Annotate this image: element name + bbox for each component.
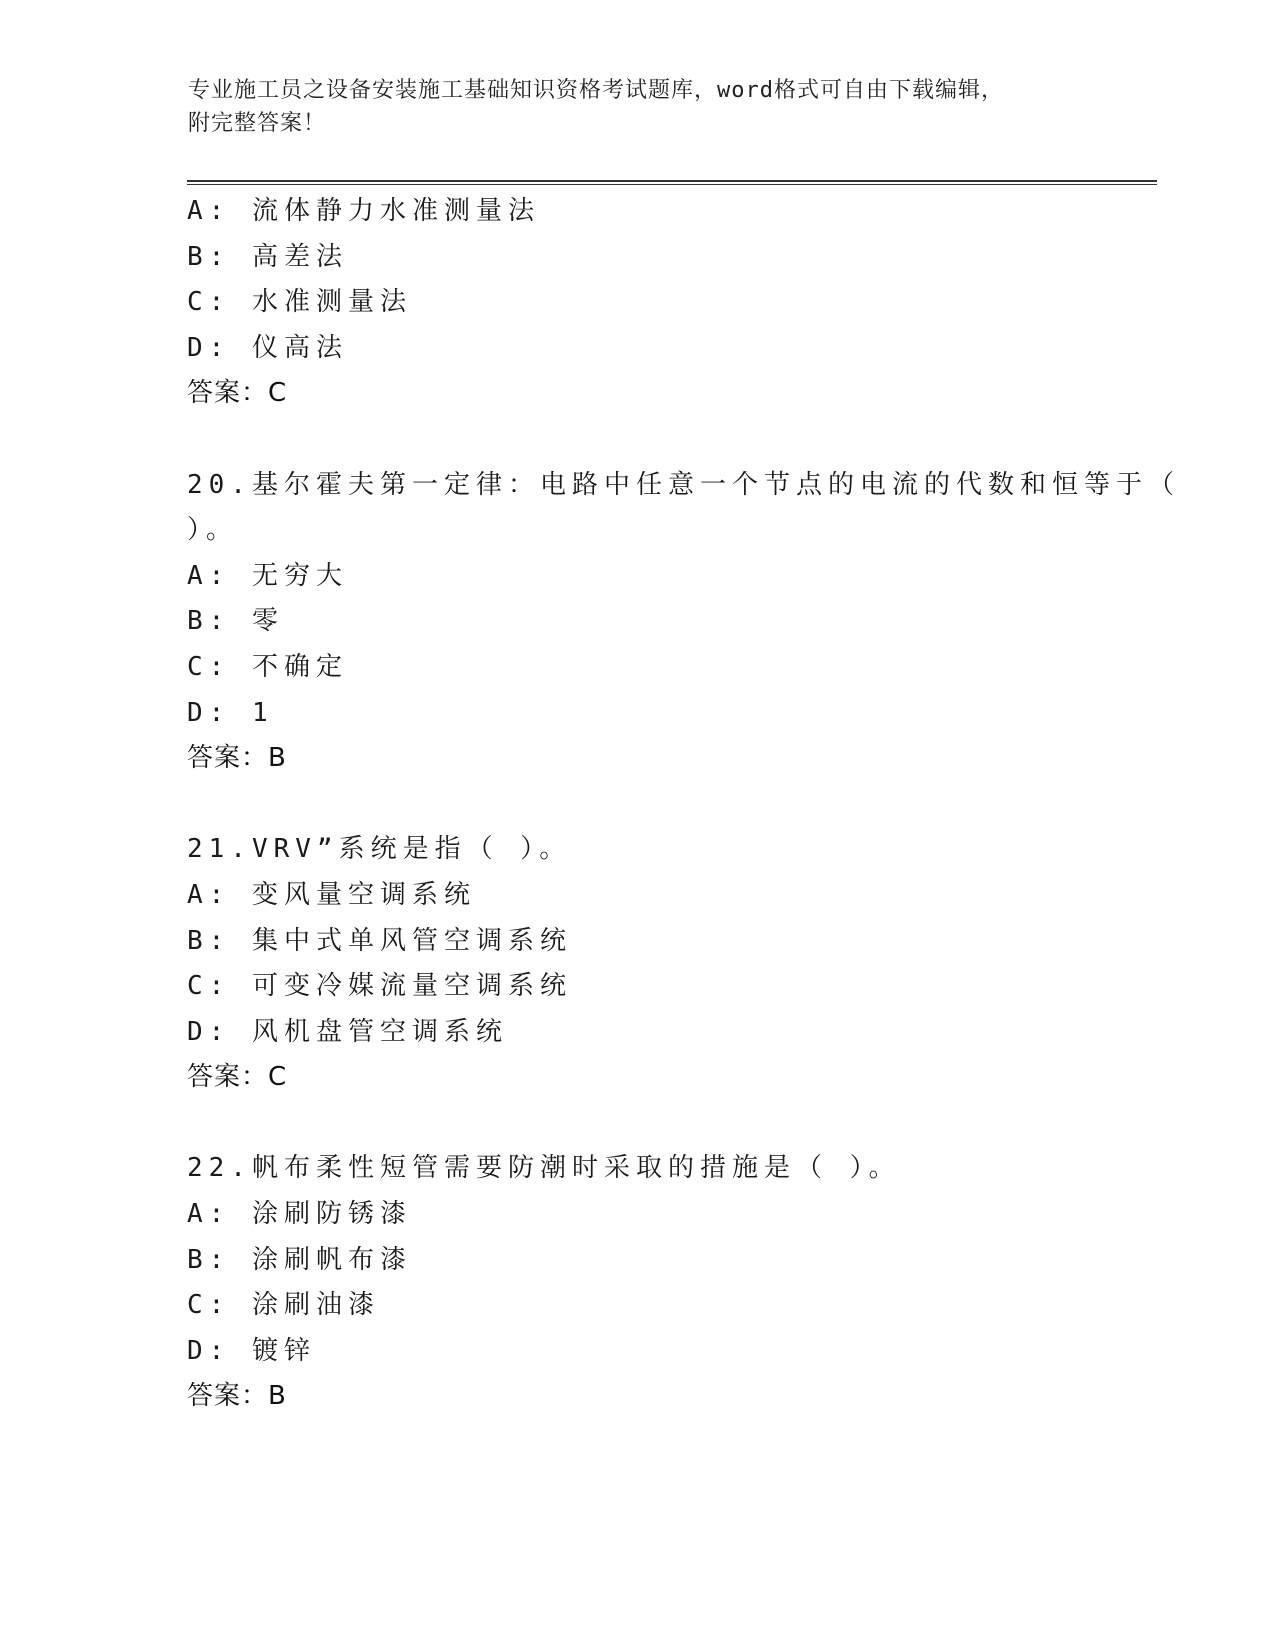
question-block-20 xyxy=(187,463,1180,782)
option-b: B: 高差法 xyxy=(187,241,348,272)
question-stem-continued: ）。 xyxy=(187,515,239,546)
option-a: A: 无穷大 xyxy=(187,560,348,591)
spacer xyxy=(187,782,1157,828)
header-line-2: 附完整答案！ xyxy=(188,111,327,136)
option-d: D: 风机盘管空调系统 xyxy=(187,1016,508,1047)
option-c: C: 不确定 xyxy=(187,651,348,682)
option-b: B: 涂刷帆布漆 xyxy=(187,1244,412,1275)
option-c: C: 涂刷油漆 xyxy=(187,1290,380,1321)
header-divider xyxy=(187,180,1157,185)
answer-line: 答案：B xyxy=(187,743,287,774)
answer-line: 答案：C xyxy=(187,1062,288,1093)
option-d: D: 仪高法 xyxy=(187,332,348,363)
option-c: C: 可变冷媒流量空调系统 xyxy=(187,971,572,1002)
header-line-1: 专业施工员之设备安装施工基础知识资格考试题库，word格式可自由下载编辑， xyxy=(188,78,1004,103)
option-a: A: 涂刷防锈漆 xyxy=(187,1199,412,1230)
answer-line: 答案：C xyxy=(187,378,288,409)
option-a: A: 流体静力水准测量法 xyxy=(187,196,540,226)
answer-line: 答案：B xyxy=(187,1381,287,1412)
option-d: D: 镀锌 xyxy=(187,1335,316,1366)
question-block-19 xyxy=(187,189,1157,417)
question-block-21 xyxy=(187,827,1157,1101)
option-c: C: 水准测量法 xyxy=(187,287,412,318)
document-header xyxy=(188,74,1068,140)
question-stem: 22.帆布柔性短管需要防潮时采取的措施是（ ）。 xyxy=(187,1153,901,1184)
option-b: B: 零 xyxy=(187,606,284,637)
question-block-22 xyxy=(187,1146,1157,1420)
option-b: B: 集中式单风管空调系统 xyxy=(187,925,572,956)
question-stem: 20.基尔霍夫第一定律：电路中任意一个节点的电流的代数和恒等于（ xyxy=(187,469,1180,500)
question-list xyxy=(187,189,1180,1420)
spacer xyxy=(187,1101,1157,1147)
option-d: D: 1 xyxy=(187,697,274,728)
option-a: A: 变风量空调系统 xyxy=(187,879,476,910)
question-stem: 21.VRV”系统是指（ ）。 xyxy=(187,834,572,865)
spacer xyxy=(187,417,1157,463)
